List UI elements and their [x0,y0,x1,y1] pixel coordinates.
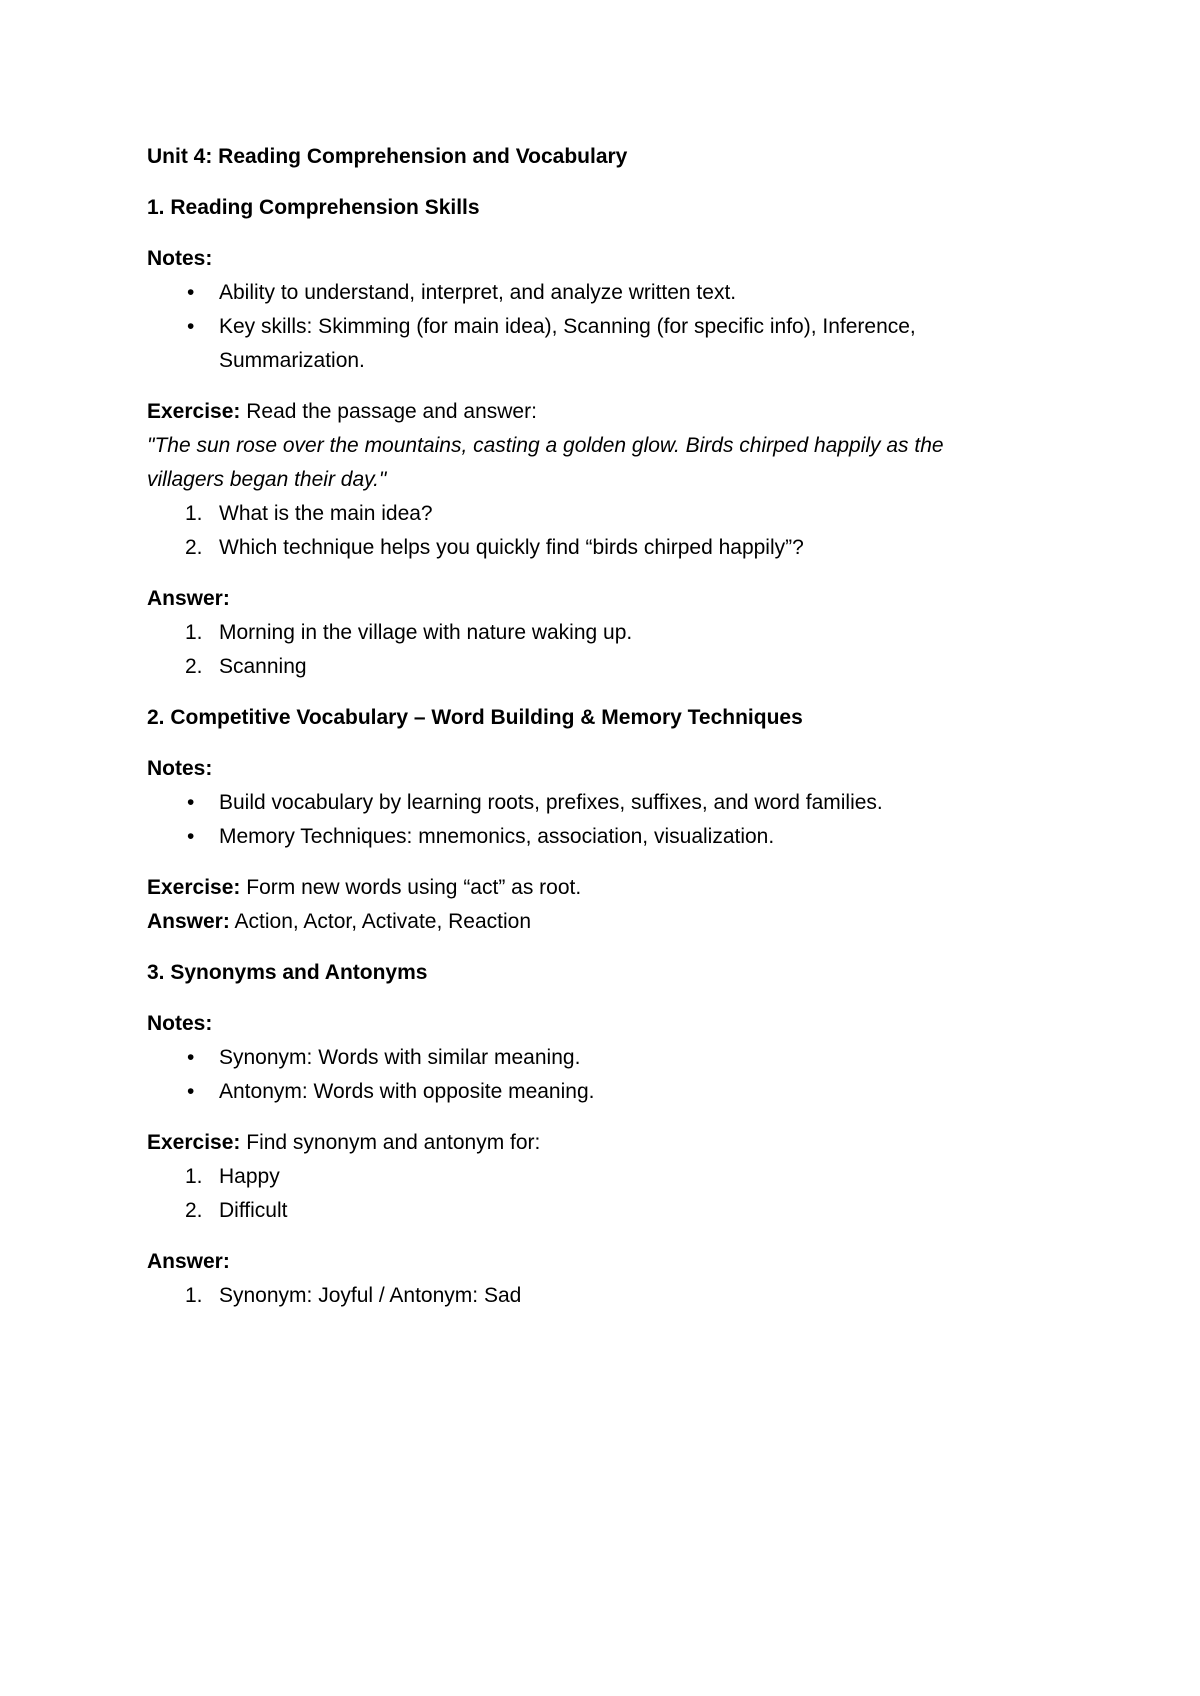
list-item [147,650,1047,684]
section-1-answer-label: Answer: [147,587,230,610]
question-text: Which technique helps you quickly find “birds chirped happily”? [219,536,804,559]
list-number: 2. [185,536,203,559]
list-item [147,1041,1047,1075]
exercise-label: Exercise: [147,1131,241,1154]
section-2-exercise [147,871,1047,905]
bullet-icon: • [187,1080,195,1103]
exercise-text: Find synonym and antonym for: [240,1131,541,1154]
note-text: Key skills: Skimming (for main idea), Scanning (for specific info), Inference, [219,315,916,338]
section-2-heading: 2. Competitive Vocabulary – Word Building & Memory Techniques [147,706,803,729]
exercise-text: Form new words using “act” as root. [240,876,582,899]
list-item [147,820,1047,854]
list-item [147,276,1047,310]
section-1-heading: 1. Reading Comprehension Skills [147,196,480,219]
exercise-text: Read the passage and answer: [240,400,537,423]
note-text: Synonym: Words with similar meaning. [219,1046,581,1069]
section-3-heading: 3. Synonyms and Antonyms [147,961,428,984]
document-page [147,140,1047,1313]
list-item [147,1279,1047,1313]
question-text: Happy [219,1165,280,1188]
question-text: What is the main idea? [219,502,433,525]
document-title: Unit 4: Reading Comprehension and Vocabulary [147,145,628,168]
answer-label: Answer: [147,910,230,933]
note-text: Build vocabulary by learning roots, prefixes, suffixes, and word families. [219,791,883,814]
list-item [147,786,1047,820]
list-number: 1. [185,1284,203,1307]
section-2-notes-label: Notes: [147,757,213,780]
bullet-icon: • [187,315,195,338]
section-3-answer-label: Answer: [147,1250,230,1273]
passage-line-1: "The sun rose over the mountains, casting a golden glow. Birds chirped happily as the [147,434,944,457]
section-1-exercise [147,395,1047,429]
exercise-label: Exercise: [147,400,241,423]
list-number: 1. [185,621,203,644]
list-item [147,1160,1047,1194]
answer-text: Synonym: Joyful / Antonym: Sad [219,1284,522,1307]
bullet-icon: • [187,825,195,848]
list-item [147,310,1047,378]
bullet-icon: • [187,281,195,304]
list-item [147,616,1047,650]
list-number: 2. [185,655,203,678]
question-text: Difficult [219,1199,288,1222]
bullet-icon: • [187,791,195,814]
list-item [147,1194,1047,1228]
exercise-label: Exercise: [147,876,241,899]
note-text: Antonym: Words with opposite meaning. [219,1080,595,1103]
passage-line-2: villagers began their day." [147,468,387,491]
list-item [147,497,1047,531]
answer-text: Action, Actor, Activate, Reaction [229,910,532,933]
section-3-exercise [147,1126,1047,1160]
note-text-continued: Summarization. [219,349,365,372]
bullet-icon: • [187,1046,195,1069]
answer-text: Scanning [219,655,307,678]
list-item [147,531,1047,565]
section-3-notes-label: Notes: [147,1012,213,1035]
section-1-notes-label: Notes: [147,247,213,270]
note-text: Memory Techniques: mnemonics, association, visualization. [219,825,775,848]
list-item [147,1075,1047,1109]
note-text: Ability to understand, interpret, and analyze written text. [219,281,737,304]
list-number: 1. [185,1165,203,1188]
list-number: 1. [185,502,203,525]
list-number: 2. [185,1199,203,1222]
section-2-answer [147,905,1047,939]
answer-text: Morning in the village with nature waking up. [219,621,633,644]
